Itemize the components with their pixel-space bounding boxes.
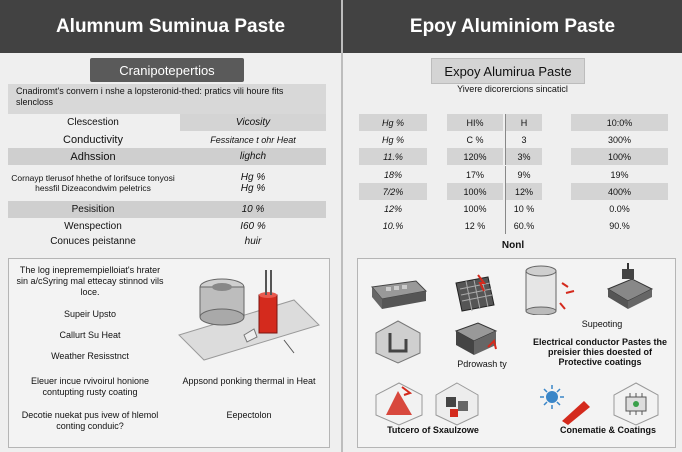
cell: 0.0%	[609, 203, 630, 214]
cell: 12%	[383, 203, 402, 214]
cell: 9%	[505, 166, 542, 183]
caption-pdrowash: Pdrowash ty	[457, 359, 507, 369]
right-section-label: Expoy Alumirua Paste	[431, 58, 585, 84]
row-label: Wenspection	[64, 221, 122, 232]
row-value: Vicosity	[180, 114, 326, 131]
left-row-5	[8, 201, 326, 218]
cell: HI%	[447, 114, 503, 131]
cell: Hg %	[381, 134, 404, 145]
cell: 300%	[607, 134, 632, 145]
feature-1: Supeir Upsto	[63, 309, 117, 319]
cell: 10:0%	[571, 114, 668, 131]
red-arrow-hexagon-icon	[372, 381, 426, 427]
row-label: Conuces peistanne	[50, 236, 136, 247]
row-value: lighch	[239, 151, 267, 162]
chip-block-icon	[602, 263, 656, 311]
cell: 11.%	[359, 148, 427, 165]
caption-electrical: Electrical conductor Pastes the preisier thies doested of Protective coatings	[532, 337, 668, 367]
right-row-5	[359, 183, 668, 200]
right-title: Epoy Aluminiom Paste	[343, 0, 682, 53]
left-caption: Eleuer incue rvivoirul honione contupting rusty coating	[30, 376, 150, 397]
cell: 400%	[571, 183, 668, 200]
left-row-2	[8, 131, 326, 148]
left-row-4	[8, 166, 326, 200]
row-label: Conductivity	[63, 133, 123, 146]
right-row-6	[359, 200, 668, 217]
left-row-3	[8, 148, 326, 165]
caption-supeoting: Supeoting	[581, 319, 623, 329]
right-row-2	[359, 131, 668, 148]
row-value: 10 %	[241, 204, 265, 215]
right-feature-box	[357, 258, 676, 448]
left-title: Alumnum Suminua Paste	[0, 0, 341, 53]
hexagon-clip-icon	[372, 319, 424, 365]
cell: 3%	[505, 148, 542, 165]
feature-2: Callurt Su Heat	[59, 330, 121, 340]
sun-tool-icon	[538, 383, 594, 427]
cube-cluster-icon	[432, 381, 482, 427]
cylinder-tube-icon	[520, 263, 580, 315]
bottom-left-caption: Decotie nuekat pus ivew of hlemol conting conduic?	[21, 410, 159, 431]
cell: 7/2%	[359, 183, 427, 200]
caption-tutcero: Tutcero of Sxaulzowe	[387, 425, 479, 435]
row-value: huir	[244, 236, 262, 247]
left-feature-box	[8, 258, 330, 448]
left-row-7	[8, 233, 326, 250]
left-intro: Cnadiromt's convern i nshe a lopsteronid-thed: pratics vili houre fits slencloss	[8, 84, 326, 114]
cell: 19%	[610, 169, 629, 180]
row-label: Cornayp tlerusof hhethe of lorifsuce tonyosi hessfil Dizeacondwim peletrics	[11, 173, 175, 193]
right-subheading: Nonl	[501, 240, 525, 251]
cell: H	[505, 114, 542, 131]
cell: 90.%	[609, 220, 630, 231]
cell: 12%	[505, 183, 542, 200]
cell: 18%	[383, 169, 402, 180]
feature-3: Weather Resisstnct	[51, 351, 129, 361]
row-value-2: Hg %	[240, 183, 266, 194]
cell: C %	[466, 134, 484, 145]
thermal-paste-tube-illustration-icon	[174, 265, 324, 365]
row-value: Fessitance t ohr Heat	[210, 134, 296, 145]
row-label: Adhssion	[70, 150, 116, 163]
stacked-block-icon	[452, 319, 500, 359]
cell: 10.%	[382, 220, 404, 231]
right-panel	[343, 0, 682, 452]
mesh-grid-icon	[452, 271, 498, 315]
cell: 120%	[447, 148, 503, 165]
cell: 100%	[447, 183, 503, 200]
cell: 12 %	[464, 220, 486, 231]
left-section-label: Cranipotepertios	[90, 58, 244, 82]
left-row-1	[8, 114, 326, 131]
right-caption: Appsond ponking thermal in Heat	[182, 376, 316, 386]
cell: 3	[505, 131, 542, 148]
row-value: Hg %	[240, 172, 266, 183]
row-value: I60 %	[240, 221, 266, 232]
circuit-hexagon-icon	[610, 381, 662, 427]
cell: 100%	[571, 148, 668, 165]
cell: 100%	[463, 203, 487, 214]
circuit-box-icon	[368, 273, 430, 313]
bottom-right-caption: Eepectolon	[226, 410, 272, 420]
row-label: Pesisition	[71, 204, 115, 215]
cell: Hg %	[359, 114, 427, 131]
cell: 17%	[465, 169, 484, 180]
right-row-1	[359, 114, 668, 131]
right-row-7	[359, 217, 668, 234]
right-row-3	[359, 148, 668, 165]
right-row-4	[359, 166, 668, 183]
cell: 10 %	[505, 200, 542, 217]
row-label: Clescestion	[67, 117, 119, 128]
caption-conematie: Conematie & Coatings	[559, 425, 656, 435]
right-subtitle: Yivere dicorercions sincaticl	[457, 84, 568, 94]
feature-intro: The log inepremempielloiat's hrater sin a/cSyring mal ettecay stinnod vils loce.	[16, 265, 164, 297]
cell: 60.%	[505, 217, 542, 234]
